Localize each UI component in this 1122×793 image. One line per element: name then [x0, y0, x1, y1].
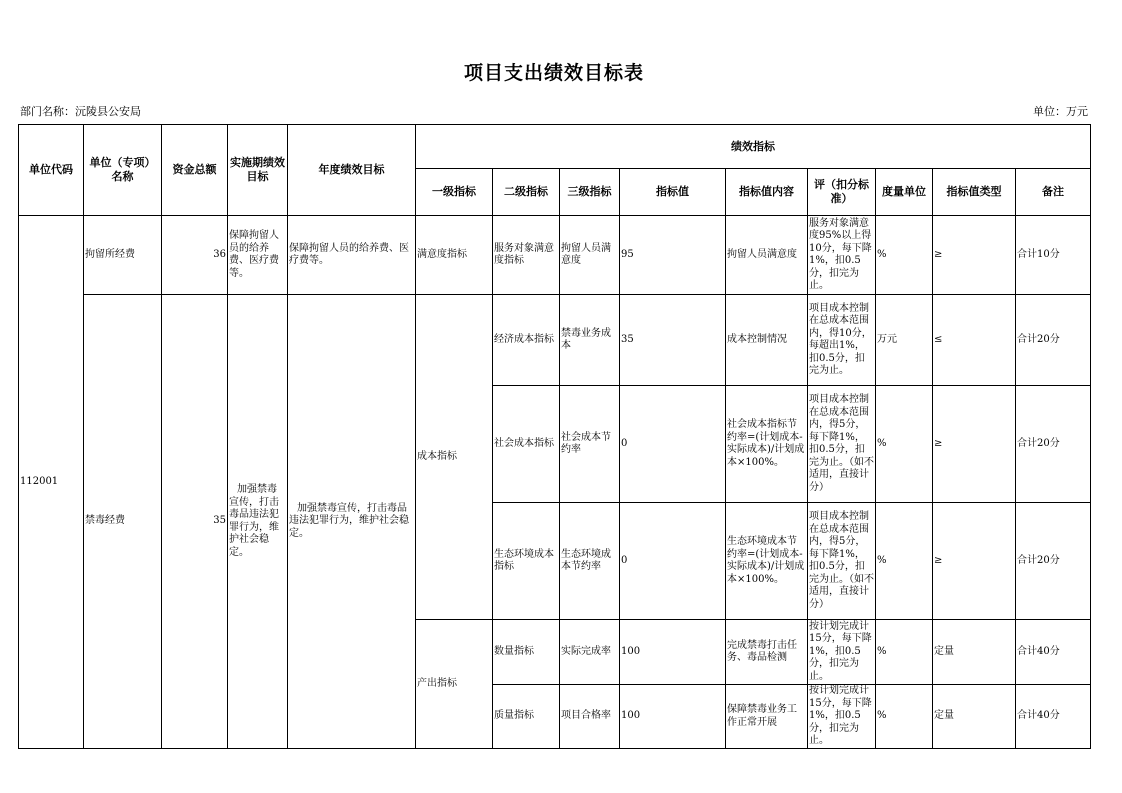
level2-cell: 服务对象满意度指标 [493, 216, 560, 295]
header-value-type: 指标值类型 [933, 169, 1016, 216]
level2-cell: 经济成本指标 [493, 295, 560, 386]
type-cell: 定量 [933, 685, 1016, 749]
annual-goal-cell: 加强禁毒宣传，打击毒品违法犯罪行为，维护社会稳定。 [288, 295, 416, 749]
type-cell: ≥ [933, 503, 1016, 620]
value-cell: 100 [620, 620, 726, 685]
remark-cell: 合计40分 [1016, 620, 1091, 685]
level2-cell: 质量指标 [493, 685, 560, 749]
type-cell: ≥ [933, 216, 1016, 295]
score-cell: 项目成本控制在总成本范围内，得5分，每下降1%，扣0.5分，扣完为止。（如不适用，直接计分） [808, 503, 876, 620]
header-level1: 一级指标 [416, 169, 493, 216]
header-unit-name: 单位（专项）名称 [84, 125, 162, 216]
period-goal-cell: 加强禁毒宣传，打击毒品违法犯罪行为，维护社会稳定。 [228, 295, 288, 749]
remark-cell: 合计20分 [1016, 503, 1091, 620]
level3-cell: 社会成本节约率 [560, 386, 620, 503]
header-annual-goal: 年度绩效目标 [288, 125, 416, 216]
measure-cell: % [876, 503, 933, 620]
project-name-cell: 拘留所经费 [84, 216, 162, 295]
header-unit-code: 单位代码 [19, 125, 84, 216]
table-row [19, 216, 1091, 295]
measure-cell: % [876, 216, 933, 295]
remark-cell: 合计40分 [1016, 685, 1091, 749]
project-name-cell: 禁毒经费 [84, 295, 162, 749]
header-score: 评（扣分标准） [808, 169, 876, 216]
level3-cell: 生态环境成本节约率 [560, 503, 620, 620]
level3-cell: 禁毒业务成本 [560, 295, 620, 386]
type-cell: ≤ [933, 295, 1016, 386]
measure-cell: % [876, 386, 933, 503]
content-cell: 完成禁毒打击任务、毒品检测 [726, 620, 808, 685]
level1-cell: 满意度指标 [416, 216, 493, 295]
project-amount-cell: 36 [162, 216, 228, 295]
level3-cell: 实际完成率 [560, 620, 620, 685]
header-content: 指标值内容 [726, 169, 808, 216]
header-remark: 备注 [1016, 169, 1091, 216]
unit-code-cell: 112001 [19, 216, 84, 749]
remark-cell: 合计20分 [1016, 295, 1091, 386]
content-cell: 拘留人员满意度 [726, 216, 808, 295]
header-total-funds: 资金总额 [162, 125, 228, 216]
header-value: 指标值 [620, 169, 726, 216]
measure-cell: % [876, 685, 933, 749]
value-cell: 0 [620, 503, 726, 620]
content-cell: 社会成本指标节约率=(计划成本-实际成本)/计划成本×100%。 [726, 386, 808, 503]
department-label: 部门名称：沅陵县公安局 [20, 105, 141, 118]
type-cell: ≥ [933, 386, 1016, 503]
performance-table [18, 124, 1091, 749]
level3-cell: 项目合格率 [560, 685, 620, 749]
measure-cell: 万元 [876, 295, 933, 386]
score-cell: 项目成本控制在总成本范围内，得10分，每超出1%，扣0.5分，扣完为止。 [808, 295, 876, 386]
score-cell: 按计划完成计15分，每下降1%，扣0.5分，扣完为止。 [808, 620, 876, 685]
score-cell: 服务对象满意度95%以上得10分，每下降1%，扣0.5分，扣完为止。 [808, 216, 876, 295]
table-row [19, 295, 1091, 386]
content-cell: 生态环境成本节约率=(计划成本-实际成本)/计划成本×100%。 [726, 503, 808, 620]
page-title: 项目支出绩效目标表 [463, 62, 644, 84]
header-period-goal: 实施期绩效目标 [228, 125, 288, 216]
header-level2: 二级指标 [493, 169, 560, 216]
value-cell: 100 [620, 685, 726, 749]
header-perf-indicators: 绩效指标 [416, 125, 1091, 169]
level3-cell: 拘留人员满意度 [560, 216, 620, 295]
level2-cell: 生态环境成本指标 [493, 503, 560, 620]
level2-cell: 社会成本指标 [493, 386, 560, 503]
measure-cell: % [876, 620, 933, 685]
type-cell: 定量 [933, 620, 1016, 685]
value-cell: 0 [620, 386, 726, 503]
period-goal-cell: 保障拘留人员的给养费、医疗费等。 [228, 216, 288, 295]
level1-cell: 产出指标 [416, 620, 493, 749]
project-amount-cell: 35 [162, 295, 228, 749]
header-measure-unit: 度量单位 [876, 169, 933, 216]
content-cell: 成本控制情况 [726, 295, 808, 386]
score-cell: 项目成本控制在总成本范围内，得5分，每下降1%，扣0.5分，扣完为止。（如不适用，直接计分） [808, 386, 876, 503]
header-level3: 三级指标 [560, 169, 620, 216]
value-cell: 35 [620, 295, 726, 386]
level2-cell: 数量指标 [493, 620, 560, 685]
level1-cell: 成本指标 [416, 295, 493, 620]
unit-label: 单位：万元 [1033, 105, 1088, 118]
score-cell: 按计划完成计15分，每下降1%，扣0.5分，扣完为止。 [808, 685, 876, 749]
remark-cell: 合计20分 [1016, 386, 1091, 503]
value-cell: 95 [620, 216, 726, 295]
remark-cell: 合计10分 [1016, 216, 1091, 295]
content-cell: 保障禁毒业务工作正常开展 [726, 685, 808, 749]
annual-goal-cell: 保障拘留人员的给养费、医疗费等。 [288, 216, 416, 295]
